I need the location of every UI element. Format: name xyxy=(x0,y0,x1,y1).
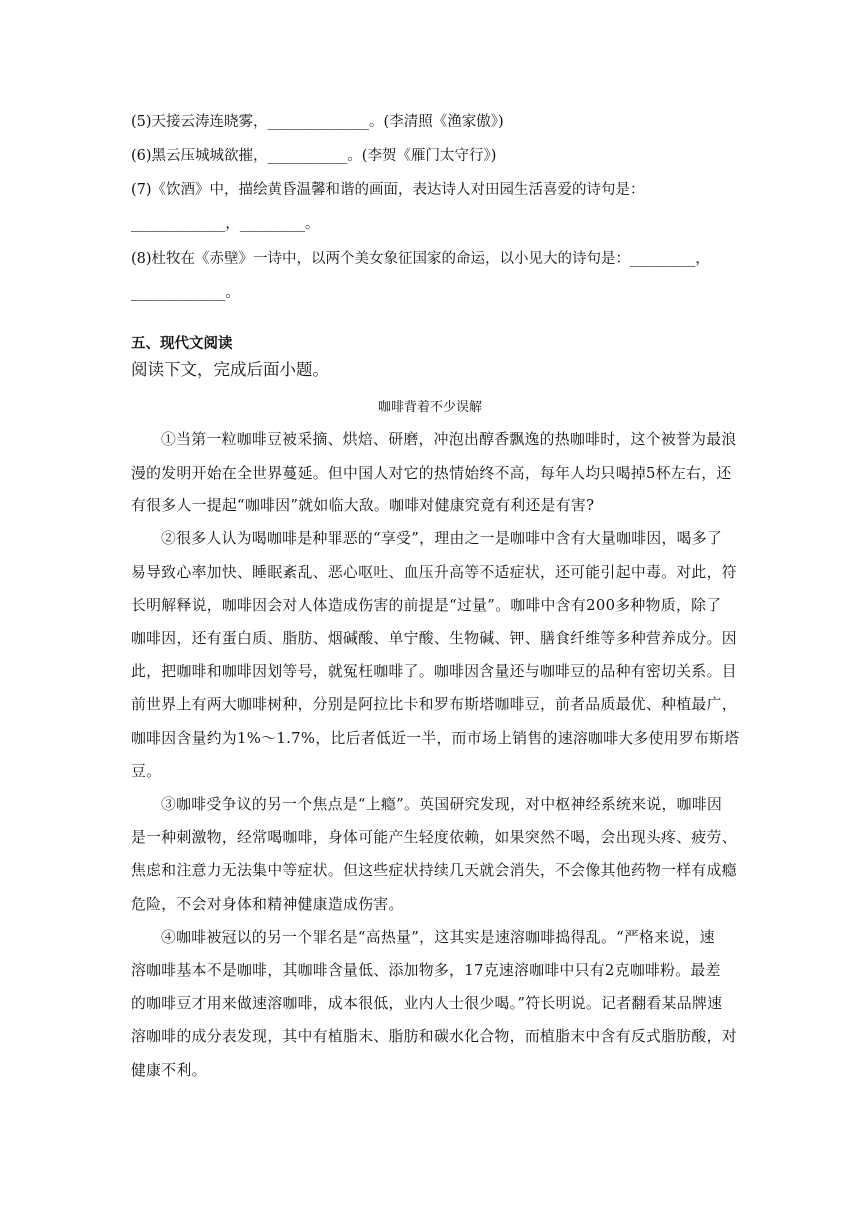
question-7-line-1: (7)《饮酒》中，描绘黄昏温馨和谐的画面，表达诗人对田园生活喜爱的诗句是： xyxy=(131,182,645,198)
article-line: 溶咖啡基本不是咖啡，其咖啡含量低、添加物多，17克速溶咖啡中只有2克咖啡粉。最差 xyxy=(131,962,721,979)
article-line: ④咖啡被冠以的另一个罪名是“高热量”，这其实是速溶咖啡捣得乱。“严格来说，速 xyxy=(161,929,715,946)
article-line: 此，把咖啡和咖啡因划等号，就冤枉咖啡了。咖啡因含量还与咖啡豆的品种有密切关系。目 xyxy=(131,663,737,680)
article-title: 咖啡背着不少误解 xyxy=(377,400,482,415)
article-line: 咖啡因含量约为1%～1.7%，比后者低近一半，而市场上销售的速溶咖啡大多使用罗布斯塔 xyxy=(131,730,740,747)
article-line: 健康不利。 xyxy=(131,1062,207,1079)
article-line: 溶咖啡的成分表发现，其中有植脂末、脂肪和碳水化合物，而植脂末中含有反式脂肪酸，对 xyxy=(131,1028,737,1045)
article-line: 焦虑和注意力无法集中等症状。但这些症状持续几天就会消失，不会像其他药物一样有成瘾 xyxy=(131,862,737,879)
article-line: 长明解释说，咖啡因会对人体造成伤害的前提是“过量”。咖啡中含有200多种物质，除了 xyxy=(131,597,722,614)
article-line: 危险，不会对身体和精神健康造成伤害。 xyxy=(131,896,404,913)
article-line: 豆。 xyxy=(131,763,162,780)
question-5: (5)天接云涛连晓雾，______________。(李清照《渔家傲》) xyxy=(131,114,504,130)
article-line: 前世界上有两大咖啡树种，分别是阿拉比卡和罗布斯塔咖啡豆，前者品质最优、种植最广， xyxy=(131,696,737,713)
question-7-line-2: _____________，_________。 xyxy=(131,216,320,232)
article-line: ①当第一粒咖啡豆被采摘、烘焙、研磨，冲泡出醇香飘逸的热咖啡时，这个被誉为最浪 xyxy=(161,431,737,448)
section-instruction: 阅读下文，完成后面小题。 xyxy=(131,360,329,379)
article-line: 有很多人一提起“咖啡因”就如临大敌。咖啡对健康究竟有利还是有害? xyxy=(131,497,595,514)
section-heading: 五、现代文阅读 xyxy=(131,336,233,352)
article-line: 咖啡因，还有蛋白质、脂肪、烟碱酸、单宁酸、生物碱、钾、膳食纤维等多种营养成分。因 xyxy=(131,630,737,647)
question-6: (6)黑云压城城欲摧，___________。(李贺《雁门太守行》) xyxy=(131,148,497,164)
article-line: 是一种刺激物，经常喝咖啡，身体可能产生轻度依赖，如果突然不喝，会出现头疼、疲劳、 xyxy=(131,829,737,846)
article-line: 漫的发明开始在全世界蔓延。但中国人对它的热情始终不高，每年人均只喝掉5杯左右，还 xyxy=(131,465,732,482)
article-line: 的咖啡豆才用来做速溶咖啡，成本很低，业内人士很少喝。”符长明说。记者翻看某品牌速 xyxy=(131,995,723,1012)
article-line: ②很多人认为喝咖啡是种罪恶的“享受”，理由之一是咖啡中含有大量咖啡因，喝多了 xyxy=(161,530,723,547)
question-8-line-1: (8)杜牧在《赤壁》一诗中，以两个美女象征国家的命运，以小见大的诗句是：_________， xyxy=(131,251,710,267)
question-8-line-2: _____________。 xyxy=(131,285,240,301)
article-line: 易导致心率加快、睡眠紊乱、恶心呕吐、血压升高等不适症状，还可能引起中毒。对此，符 xyxy=(131,564,737,581)
article-line: ③咖啡受争议的另一个焦点是“上瘾”。英国研究发现，对中枢神经系统来说，咖啡因 xyxy=(161,796,723,813)
